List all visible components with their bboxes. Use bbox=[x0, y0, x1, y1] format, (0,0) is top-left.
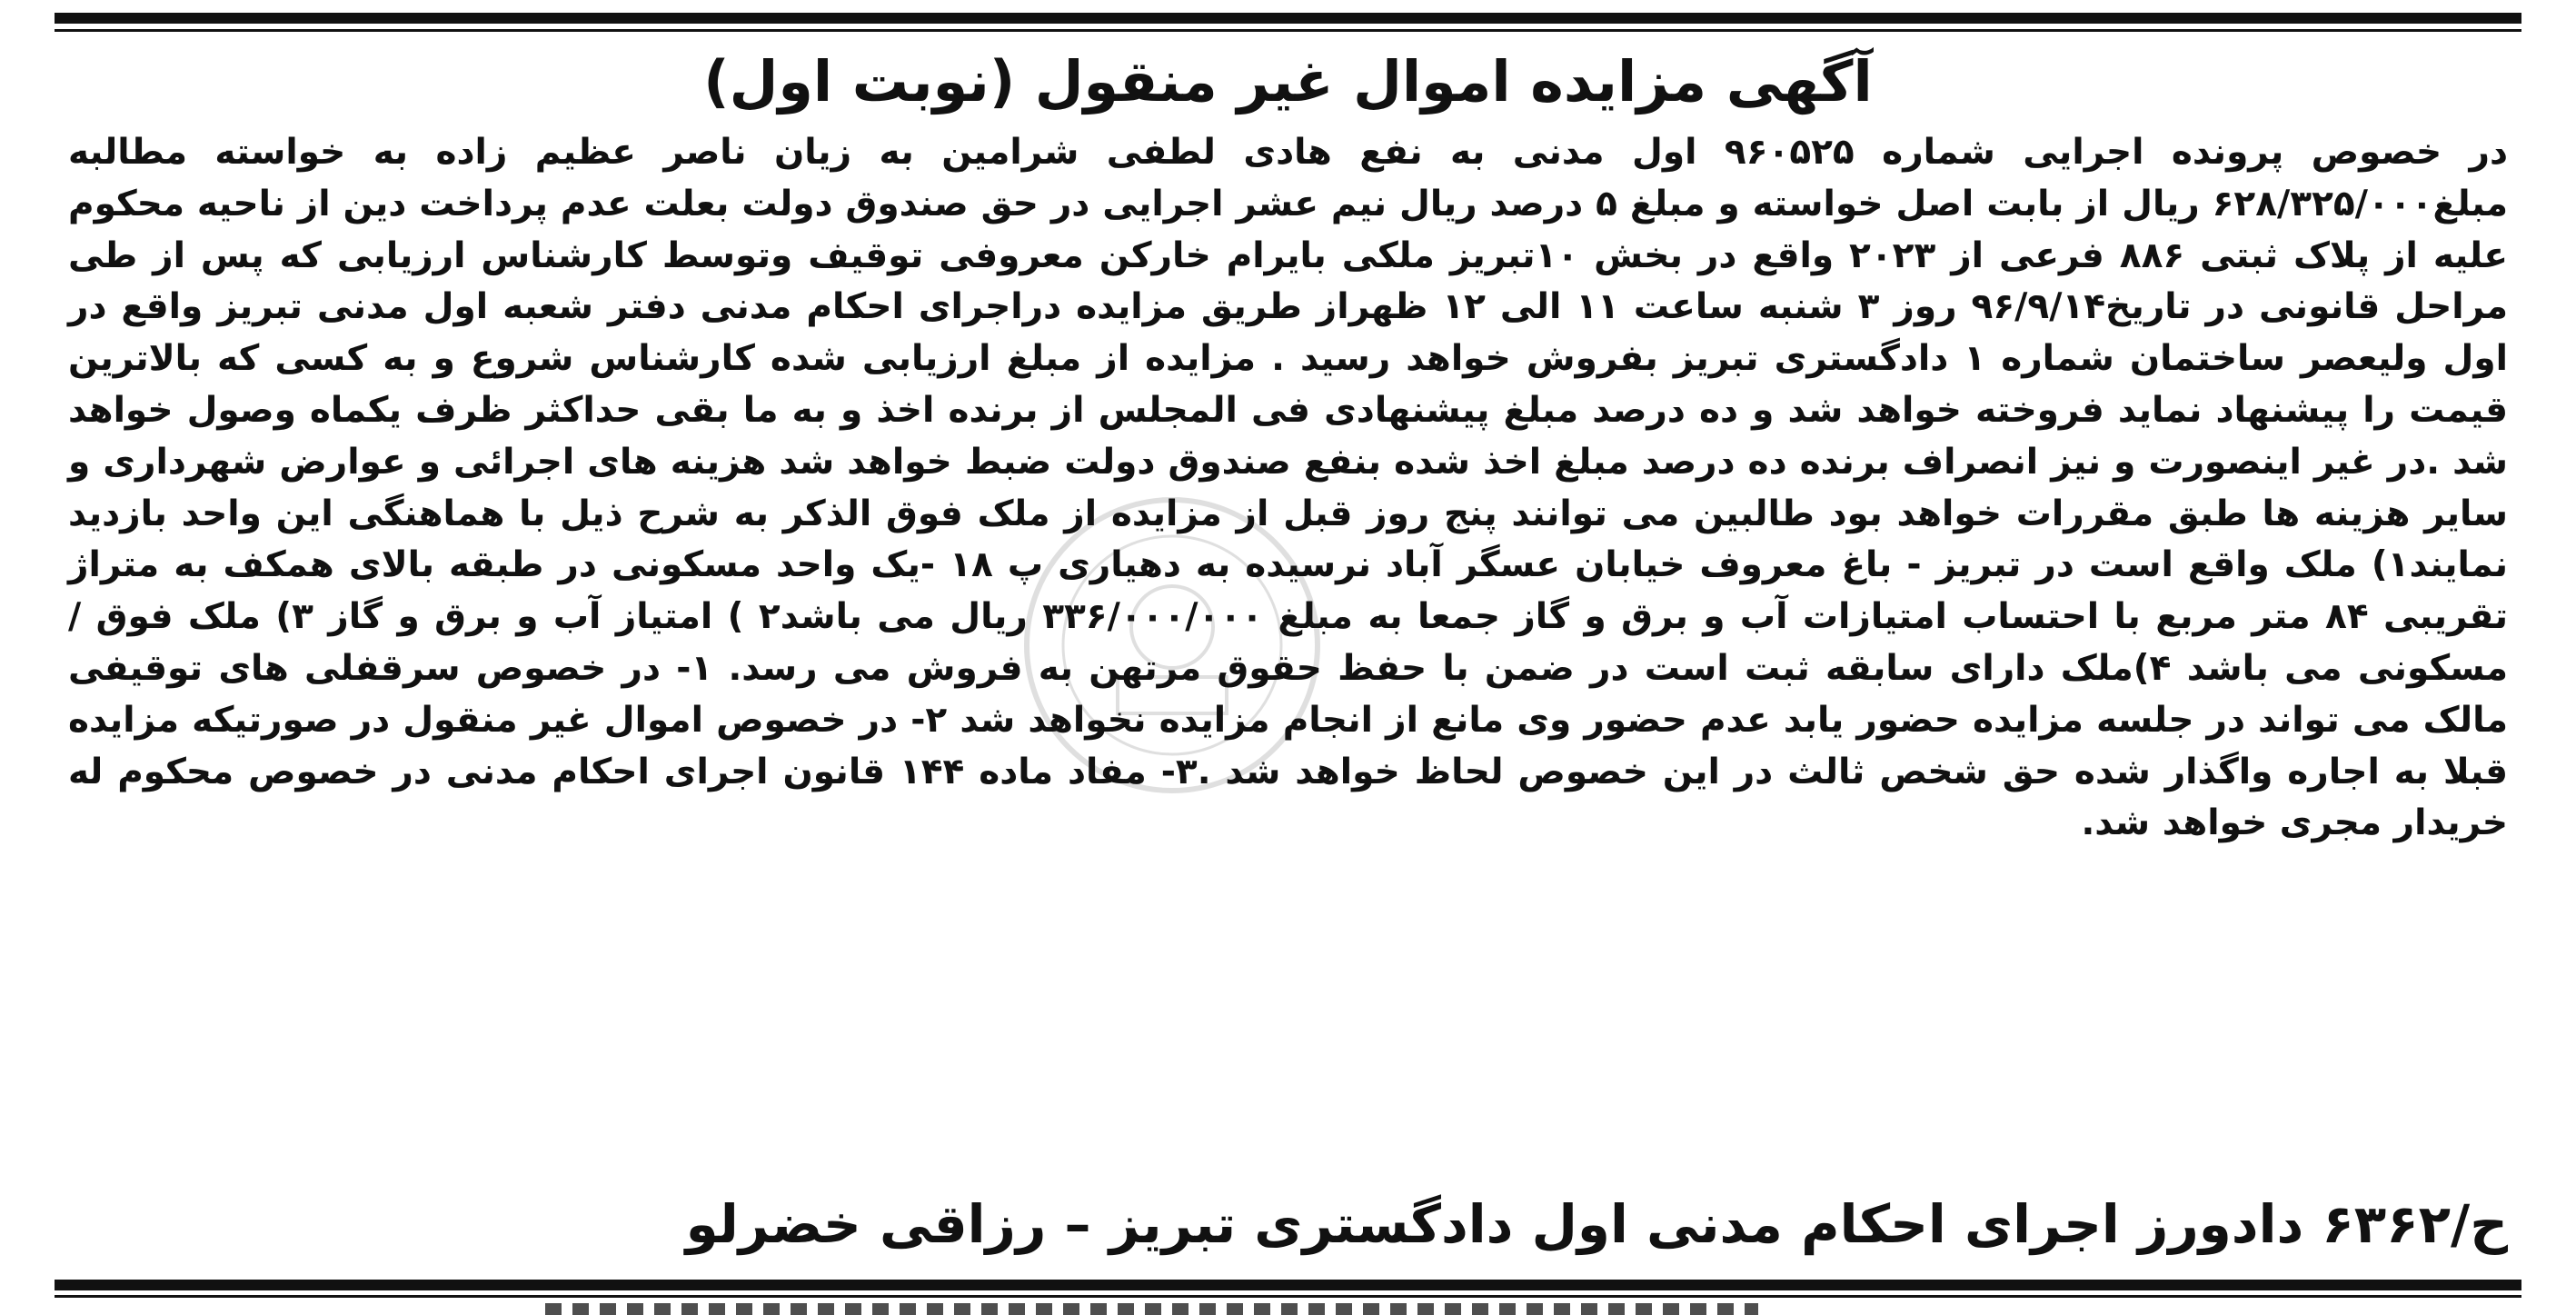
auction-notice bbox=[68, 36, 2508, 850]
notice-title: آگهی مزایده اموال غیر منقول (نوبت اول) bbox=[703, 48, 1873, 115]
bottom-border-thick bbox=[55, 1280, 2521, 1290]
next-notice-cut-off-heading bbox=[545, 1303, 1758, 1315]
notice-body: در خصوص پرونده اجرایی شماره ۹۶۰۵۲۵ اول مدنی به نفع هادی لطفی شرامین به زیان ناصر عظیم زاده به خواسته مطالبه مبلغ۶۲۸/۳۲۵/۰۰۰ ریال از بابت اصل خواسته و مبلغ ۵ درصد ریال نیم عشر اجرایی در حق صندوق دولت بعلت عدم پرداخت دین از ناحیه محکوم علیه از پلاک ثبتی ۸۸۶ فرعی از ۲۰۲۳ واقع در بخش ۱۰تبریز ملکی بایرام خارکن معروفی توقیف وتوسط کارشناس ارزیابی که پس از طی مراحل قانونی در تاریخ۹۶/۹/۱۴ روز ۳ شنبه ساعت ۱۱ الی ۱۲ ظهراز طریق مزایده دراجرای احکام مدنی دفتر شعبه اول مدنی تبریز واقع در اول ولیعصر ساختمان شماره ۱ دادگستری تبریز بفروش خواهد رسید . مزایده از مبلغ ارزیابی شده کارشناس شروع و به کسی که بالاترین قیمت را پیشنهاد نماید فروخته خواهد شد و ده درصد مبلغ پیشنهادی فی المجلس از برنده اخذ و به ما بقی حداکثر ظرف یکماه وصول خواهد شد .در غیر اینصورت و نیز انصراف برنده ده درصد مبلغ اخذ شده بنفع صندوق دولت ضبط خواهد شد هزینه های اجرائی و عوارض شهرداری و سایر هزینه ها طبق مقررات خواهد بود طالبین می توانند پنج روز قبل از مزایده از ملک فوق الذکر به شرح ذیل با هماهنگی این واحد بازدید نمایند۱) ملک واقع است در تبریز - باغ معروف خیابان عسگر آباد نرسیده به دهیاری پ ۱۸ -یک واحد مسکونی در طبقه بالای همکف به متراژ تقریبی ۸۴ متر مربع با احتساب امتیازات آب و برق و گاز جمعا به مبلغ ۳۳۶/۰۰۰/۰۰۰ ریال می باشد۲ ) امتیاز آب و برق و گاز ۳) ملک فوق /مسکونی می باشد ۴)ملک دارای سابقه ثبت است در ضمن با حفظ حقوق مرتهن به فروش می رسد. ۱- در خصوص سرقفلی های توقیفی مالک می تواند در جلسه مزایده حضور یابد عدم حضور وی مانع از انجام مزایده نخواهد شد ۲- در خصوص اموال غیر منقول در صورتیکه مزایده قبلا به اجاره واگذار شده حق شخص ثالث در این خصوص لحاظ خواهد شد .۳- مفاد ماده ۱۴۴ قانون اجرای احکام مدنی در خصوص محکوم له خریدار مجری خواهد شد. bbox=[68, 132, 2509, 844]
top-border-thick bbox=[55, 13, 2521, 24]
notice-signature: ح/۶۳۶۲ دادورز اجرای احکام مدنی اول دادگستری تبریز – رزاقی خضرلو bbox=[685, 1193, 2508, 1255]
top-border-thin bbox=[55, 29, 2521, 32]
bottom-border-thin bbox=[55, 1295, 2521, 1298]
